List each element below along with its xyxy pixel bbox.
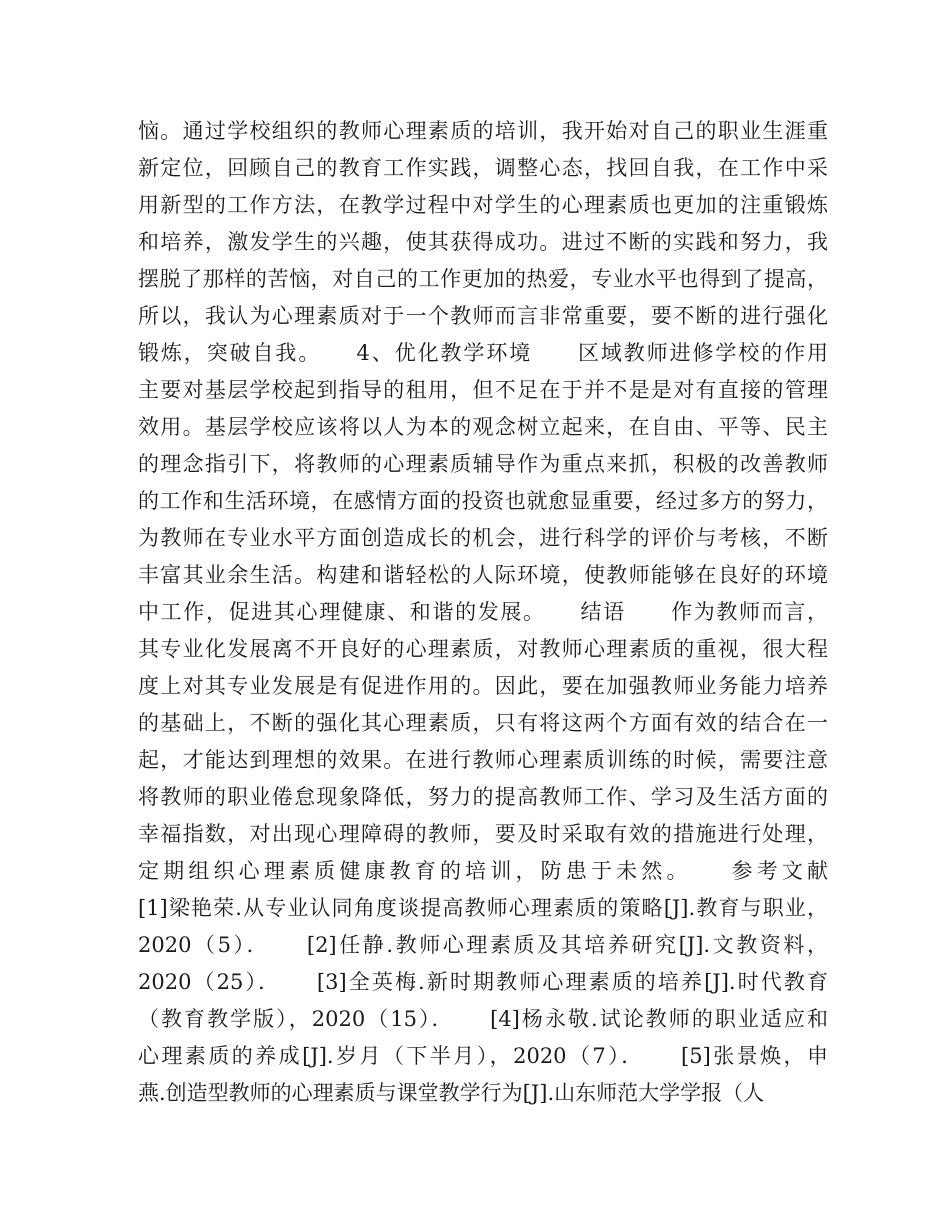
text-line: [1]梁艳荣.从专业认同角度谈提高教师心理素质的策略[J].教育与职业， [138, 896, 828, 920]
body-text [138, 113, 828, 1112]
text-line: 新定位，回顾自己的教育工作实践，调整心态，找回自我，在工作中采 [138, 156, 828, 180]
text-line: 将教师的职业倦怠现象降低，努力的提高教师工作、学习及生活方面的 [138, 785, 828, 809]
text-line: 锻炼，突破自我。 4、优化教学环境 区域教师进修学校的作用 [138, 341, 828, 365]
text-line: 所以，我认为心理素质对于一个教师而言非常重要，要不断的进行强化 [138, 304, 828, 328]
text-line: 的理念指引下，将教师的心理素质辅导作为重点来抓，积极的改善教师 [138, 452, 828, 476]
text-line: 中工作，促进其心理健康、和谐的发展。 结语 作为教师而言， [138, 600, 828, 624]
text-line: 效用。基层学校应该将以人为本的观念树立起来，在自由、平等、民主 [138, 415, 828, 439]
text-line: （教育教学版），2020（15）． [4]杨永敬.试论教师的职业适应和 [138, 1007, 828, 1031]
text-line: 度上对其专业发展是有促进作用的。因此，要在加强教师业务能力培养 [138, 674, 828, 698]
text-line: 定期组织心理素质健康教育的培训，防患于未然。 参考文献 [138, 859, 828, 883]
text-line: 为教师在专业水平方面创造成长的机会，进行科学的评价与考核，不断 [138, 526, 828, 550]
text-line: 燕.创造型教师的心理素质与课堂教学行为[J].山东师范大学学报（人 [138, 1081, 765, 1105]
text-line: 起，才能达到理想的效果。在进行教师心理素质训练的时候，需要注意 [138, 748, 828, 772]
text-line: 2020（25）． [3]全英梅.新时期教师心理素质的培养[J].时代教育 [138, 970, 828, 994]
text-line: 主要对基层学校起到指导的租用，但不足在于并不是是对有直接的管理 [138, 378, 828, 402]
text-line: 和培养，激发学生的兴趣，使其获得成功。进过不断的实践和努力，我 [138, 230, 828, 254]
text-line: 心理素质的养成[J].岁月（下半月），2020（7）． [5]张景焕，申 [138, 1044, 828, 1068]
text-line: 用新型的工作方法，在教学过程中对学生的心理素质也更加的注重锻炼 [138, 193, 828, 217]
text-line: 的工作和生活环境，在感情方面的投资也就愈显重要，经过多方的努力， [138, 489, 828, 513]
text-line: 幸福指数，对出现心理障碍的教师，要及时采取有效的措施进行处理， [138, 822, 828, 846]
text-line: 恼。通过学校组织的教师心理素质的培训，我开始对自己的职业生涯重 [138, 119, 828, 143]
text-line: 摆脱了那样的苦恼，对自己的工作更加的热爱，专业水平也得到了提高， [138, 267, 828, 291]
text-line: 的基础上，不断的强化其心理素质，只有将这两个方面有效的结合在一 [138, 711, 828, 735]
text-line: 2020（5）． [2]任静.教师心理素质及其培养研究[J].文教资料， [138, 933, 828, 957]
text-line: 其专业化发展离不开良好的心理素质，对教师心理素质的重视，很大程 [138, 637, 828, 661]
text-line: 丰富其业余生活。构建和谐轻松的人际环境，使教师能够在良好的环境 [138, 563, 828, 587]
